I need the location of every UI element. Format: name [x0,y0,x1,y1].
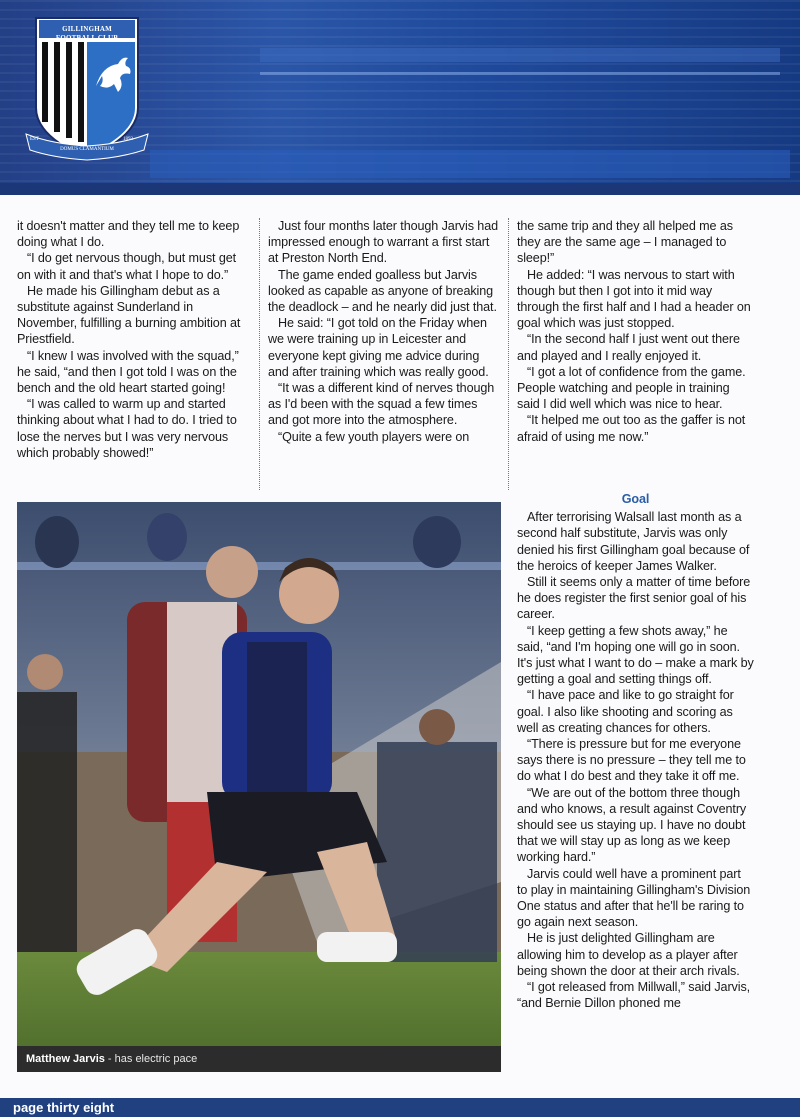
paragraph: Jarvis could well have a prominent part to play in maintaining Gillingham's Division One status and after that he'll be raring to go again next season. [517,866,751,930]
crest-est-label: EST [30,137,39,142]
paragraph: the same trip and they all helped me as they are the same age – I managed to sleep!” [517,219,733,266]
paragraph: He added: “I was nervous to start with though but then I got into it mid way through the first half and I had a header on goal which was just stopped. [517,267,751,331]
article-column-3-bottom [517,491,754,1012]
paragraph: “I keep getting a few shots away,” he said, “and I'm hoping one will go in soon. It's just what I want to do – make a mark by getting a goal and setting things off. [517,623,754,687]
paragraph: “We are out of the bottom three though and who knows, a result against Coventry should see us staying up. I have no doubt that we will stay up as long as we keep working hard.” [517,785,747,865]
column-divider [508,218,509,490]
paragraph: “I have pace and like to go straight for goal. I also like shooting and scoring as well as creating chances for others. [517,688,734,735]
article-column-1 [17,218,250,461]
paragraph: “I was called to warm up and started thinking about what I had to do. I tried to lose the nerves but I was very nervous which probably showed!” [17,397,237,460]
club-crest [22,16,152,172]
paragraph: “Quite a few youth players were on [278,429,470,444]
match-photo [17,502,501,1072]
paragraph: “In the second half I just went out there and played and I really enjoyed it. [517,332,740,363]
paragraph: He is just delighted Gillingham are allowing him to develop as a player after being shown the door at their arch rivals. [517,931,740,978]
footballer-illustration [17,502,501,1072]
header-banner [0,0,800,195]
paragraph: He made his Gillingham debut as a substitute against Sunderland in November, fulfilling a burning ambition at Priestfield. [17,283,241,347]
paragraph: He said: “I got told on the Friday when we were training up in Leicester and everyone kept giving me advice during and after training which was really good. [268,316,489,379]
crest-title [49,25,125,43]
paragraph: The game ended goalless but Jarvis looked as capable as anyone of breaking the deadlock – and he nearly did just that. [268,267,497,315]
crest-title-line1: GILLINGHAM [62,25,112,33]
paragraph: “There is pressure but for me everyone says there is no pressure – they tell me to do what I do best and they take it off me. [517,737,746,784]
banner-stripe [0,183,800,195]
paragraph: After terrorising Walsall last month as a second half substitute, Jarvis was only denied his first Gillingham goal because of the heroics of keeper James Walker. [517,510,750,573]
column-divider [259,218,260,490]
paragraph: “It helped me out too as the gaffer is not afraid of using me now.” [517,413,746,444]
banner-stripe [150,150,790,178]
crest-motto: DOMUS CLAMANTIUM [60,147,114,152]
paragraph: Just four months later though Jarvis had impressed enough to warrant a first start at Preston North End. [268,219,499,266]
page-number-label: page thirty eight [13,1100,115,1115]
article-column-3-top [517,218,754,445]
caption-text: - has electric pace [104,1053,198,1065]
paragraph: “It was a different kind of nerves though as I'd been with the squad a few times and got more into the atmosphere. [268,381,495,428]
banner-stripe [260,72,780,75]
article-column-2 [268,218,498,445]
paragraph: “I do get nervous though, but must get on with it and that's what I hope to do.” [17,251,237,282]
photo-caption [17,1046,501,1072]
paragraph: “I knew I was involved with the squad,” he said, “and then I got told I was on the bench and the old heart started going! [17,348,239,396]
section-subheading: Goal [621,492,650,506]
page-footer [0,1098,800,1117]
caption-name: Matthew Jarvis [26,1053,105,1065]
paragraph: Still it seems only a matter of time before he does register the first senior goal of his career. [517,575,751,622]
crest-title-line2: FOOTBALL CLUB [55,34,119,42]
paragraph: “I got a lot of confidence from the game. People watching and people in training said I did well which was nice to hear. [517,364,746,412]
banner-stripe [260,48,780,62]
paragraph: “I got released from Millwall,” said Jarvis, “and Bernie Dillon phoned me [517,980,751,1011]
crest-est-year: 1893 [123,137,133,142]
paragraph: it doesn't matter and they tell me to keep doing what I do. [17,219,240,250]
